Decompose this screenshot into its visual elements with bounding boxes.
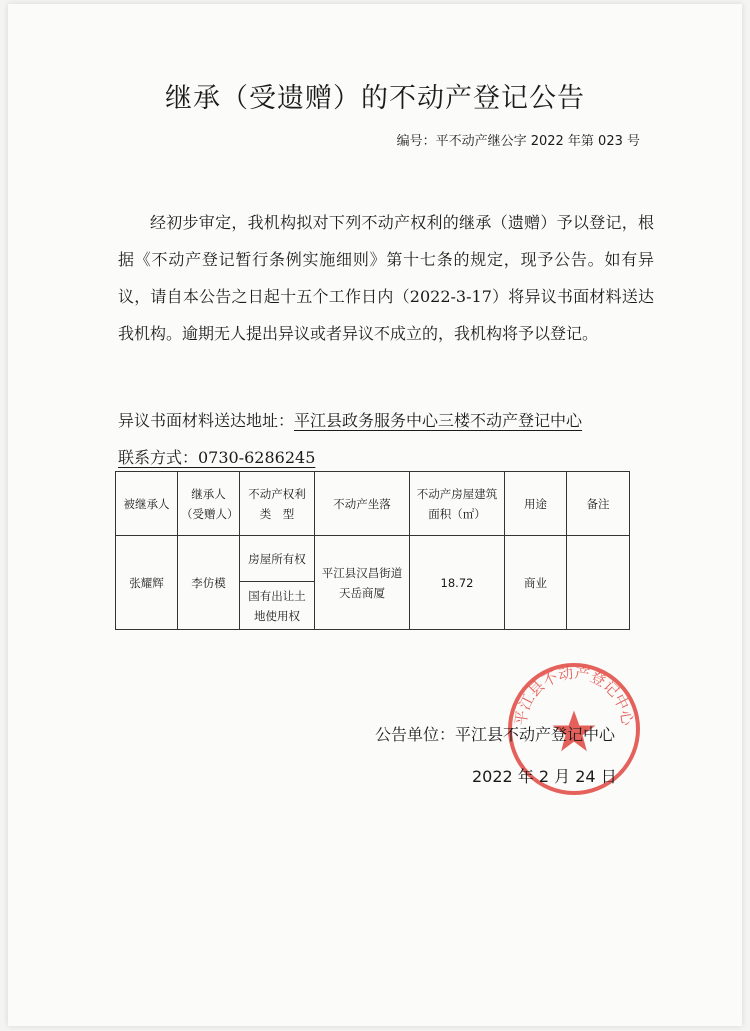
heir-cell: 李仿模 bbox=[178, 536, 240, 630]
location-cell: 平江县汉昌街道天岳商厦 bbox=[315, 536, 410, 630]
table-row bbox=[116, 536, 630, 582]
header-cell: 不动产坐落 bbox=[315, 472, 410, 536]
usage-cell: 商业 bbox=[505, 536, 567, 630]
address-value: 平江县政务服务中心三楼不动产登记中心 bbox=[294, 411, 583, 430]
address-line bbox=[118, 402, 582, 476]
contact-line: 联系方式：0730-6286245 bbox=[118, 448, 316, 467]
seal-text: 平江县不动产登记中心 bbox=[511, 663, 637, 727]
address-label: 异议书面材料送达地址： bbox=[118, 411, 295, 430]
issuer-signature: 公告单位：平江县不动产登记中心 bbox=[375, 725, 616, 744]
header-cell: 不动产房屋建筑面积（㎡） bbox=[410, 472, 505, 536]
header-cell: 不动产权利类 型 bbox=[240, 472, 315, 536]
decedent-cell: 张耀辉 bbox=[116, 536, 178, 630]
header-cell: 继承人（受赠人） bbox=[178, 472, 240, 536]
remark-cell bbox=[567, 536, 630, 630]
header-cell: 被继承人 bbox=[116, 472, 178, 536]
issue-date: 2022 年 2 月 24 日 bbox=[472, 767, 617, 786]
announcement-body bbox=[118, 204, 654, 352]
page-title: 继承（受遗赠）的不动产登记公告 bbox=[165, 83, 585, 114]
header-cell: 用途 bbox=[505, 472, 567, 536]
header-cell: 备注 bbox=[567, 472, 630, 536]
area-cell: 18.72 bbox=[410, 536, 505, 630]
table-header-row bbox=[116, 472, 630, 536]
document-number: 编号：平不动产继公字 2022 年第 023 号 bbox=[396, 134, 640, 149]
right-type-cell: 房屋所有权 bbox=[240, 536, 315, 582]
right-type-cell: 国有出让土地使用权 bbox=[240, 582, 315, 630]
property-table bbox=[115, 471, 630, 630]
paragraph-1: 经初步审定，我机构拟对下列不动产权利的继承（遗赠）予以登记，根据《不动产登记暂行条例实施细则》第十七条的规定，现予公告。如有异议，请自本公告之日起十五个工作日内（2022-3-17）将异议书面材料送达我机构。逾期无人提出异议或者异议不成立的，我机构将予以登记。 bbox=[118, 213, 654, 343]
